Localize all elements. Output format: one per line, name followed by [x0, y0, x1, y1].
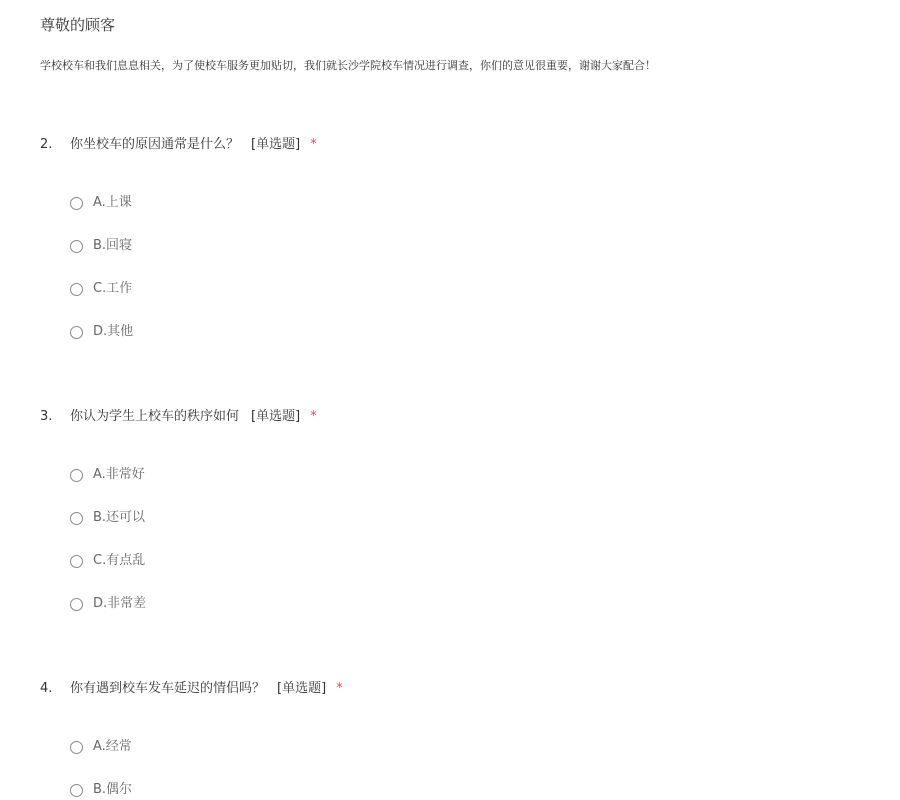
option-label[interactable]: A.经常: [93, 739, 132, 754]
option-label[interactable]: B.偶尔: [93, 782, 133, 797]
radio-button[interactable]: [70, 326, 83, 339]
question-type: [单选题]: [251, 409, 301, 424]
radio-button[interactable]: [70, 512, 83, 525]
required-mark: *: [310, 409, 317, 424]
option-label[interactable]: A.非常好: [93, 467, 145, 482]
question-text: 你有遇到校车发车延迟的情侣吗？: [70, 681, 266, 696]
option-label[interactable]: D.其他: [93, 324, 134, 339]
option-label[interactable]: D.非常差: [93, 596, 147, 611]
question-number: 3.: [40, 409, 53, 424]
option-label[interactable]: C.工作: [93, 281, 133, 296]
question-number: 2.: [40, 137, 53, 152]
option-label[interactable]: A.上课: [93, 195, 132, 210]
survey-greeting: 尊敬的顾客: [40, 16, 116, 34]
question-type: [单选题]: [251, 137, 301, 152]
survey-intro: 学校校车和我们息息相关，为了使校车服务更加贴切，我们就长沙学院校车情况进行调查，你们的意见很重要，谢谢大家配合！: [40, 59, 656, 72]
question-type: [单选题]: [277, 681, 327, 696]
option-label[interactable]: B.还可以: [93, 510, 146, 525]
question-block: [40, 407, 860, 611]
radio-button[interactable]: [70, 784, 83, 797]
question-number: 4.: [40, 681, 53, 696]
radio-button[interactable]: [70, 555, 83, 568]
required-mark: *: [336, 681, 343, 696]
radio-button[interactable]: [70, 240, 83, 253]
question-text: 你认为学生上校车的秩序如何: [70, 409, 240, 424]
required-mark: *: [310, 137, 317, 152]
question-block: [40, 679, 860, 797]
radio-button[interactable]: [70, 197, 83, 210]
question-text: 你坐校车的原因通常是什么？: [70, 137, 240, 152]
radio-button[interactable]: [70, 283, 83, 296]
question-title: [40, 407, 860, 427]
radio-button[interactable]: [70, 741, 83, 754]
radio-button[interactable]: [70, 469, 83, 482]
option-label[interactable]: B.回寝: [93, 238, 133, 253]
question-title: [40, 679, 860, 699]
question-title: [40, 135, 860, 155]
option-label[interactable]: C.有点乱: [93, 553, 146, 568]
question-block: [40, 135, 860, 339]
radio-button[interactable]: [70, 598, 83, 611]
